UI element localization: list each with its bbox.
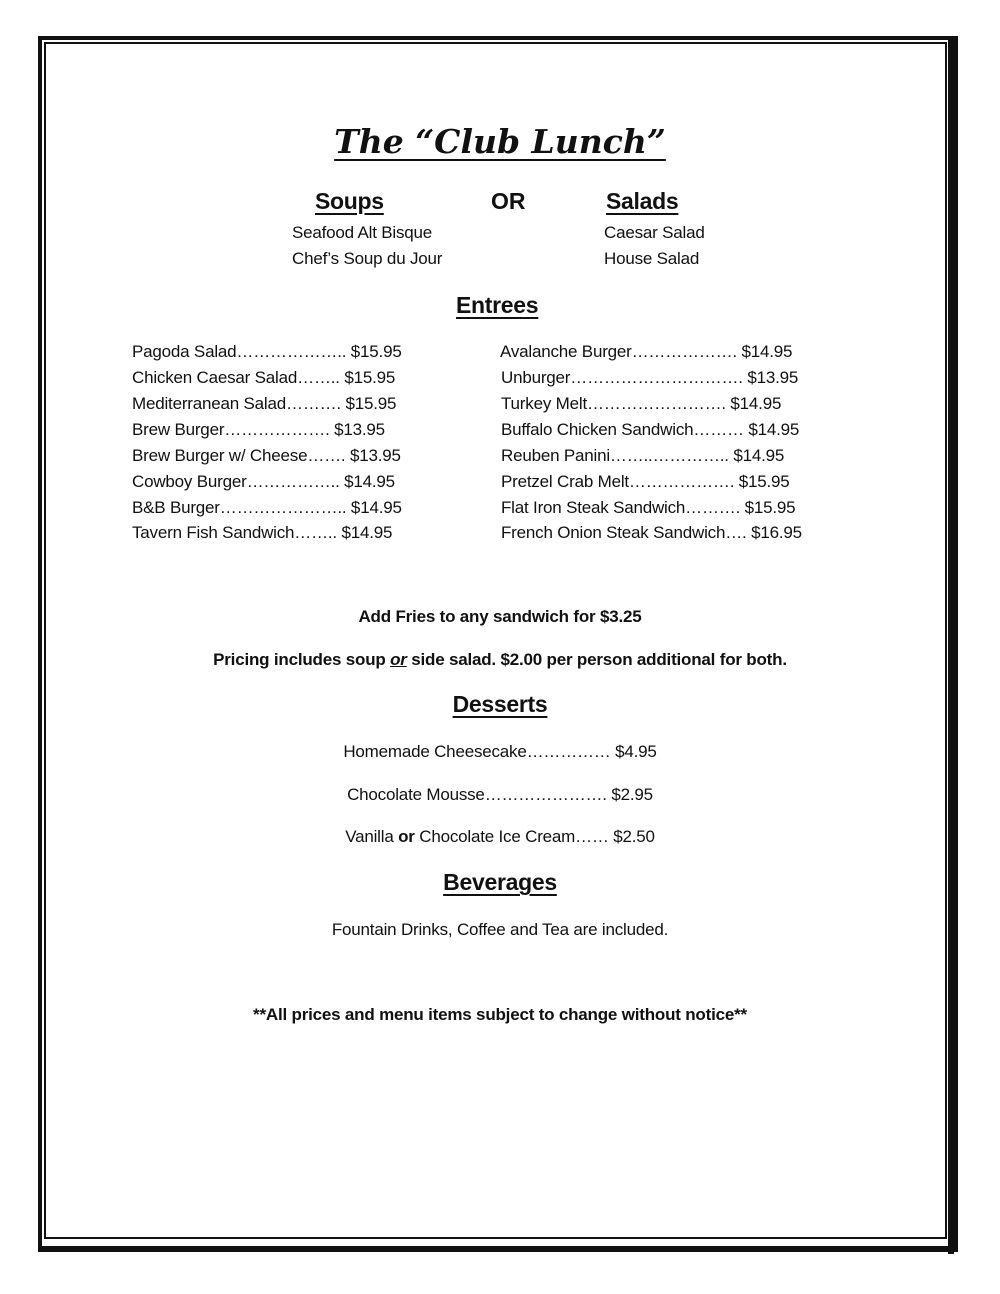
entree-item: Pretzel Crab Melt………………. $15.95 xyxy=(501,472,790,491)
desserts-heading: Desserts xyxy=(452,691,548,717)
entree-item: Brew Burger………………. $13.95 xyxy=(132,420,385,439)
pricing-note-part: side salad. $2.00 per person additional for both. xyxy=(406,650,787,669)
entree-item: Pagoda Salad……………….. $15.95 xyxy=(132,342,402,361)
entree-item: French Onion Steak Sandwich…. $16.95 xyxy=(501,523,802,542)
pricing-note xyxy=(0,650,1000,670)
beverages-heading-wrap xyxy=(0,869,1000,896)
entree-item: Unburger…………………………. $13.95 xyxy=(501,368,799,387)
entree-item: Brew Burger w/ Cheese……. $13.95 xyxy=(132,446,401,465)
dessert-item: Homemade Cheesecake…………… $4.95 xyxy=(343,742,657,761)
soup-item: Chef’s Soup du Jour xyxy=(292,249,443,268)
entree-item: Turkey Melt……………………. $14.95 xyxy=(501,394,782,413)
dessert-item-part: Chocolate Ice Cream…… $2.50 xyxy=(414,827,655,846)
entree-item: Chicken Caesar Salad…….. $15.95 xyxy=(132,368,396,387)
entree-item: Reuben Panini……..………….. $14.95 xyxy=(501,446,785,465)
dessert-item-part: Vanilla xyxy=(345,827,399,846)
pricing-note-part: Pricing includes soup xyxy=(213,650,391,669)
entree-item: Flat Iron Steak Sandwich………. $15.95 xyxy=(501,498,796,517)
soups-heading: Soups xyxy=(315,188,384,214)
border-shadow-bottom xyxy=(40,1246,954,1252)
beverages-heading: Beverages xyxy=(443,869,557,895)
entree-item: Tavern Fish Sandwich…….. $14.95 xyxy=(132,523,393,542)
disclaimer: **All prices and menu items subject to change without notice** xyxy=(253,1005,747,1024)
entree-item: Mediterranean Salad………. $15.95 xyxy=(132,394,397,413)
dessert-item-or: or xyxy=(398,827,415,846)
entree-item: Buffalo Chicken Sandwich……… $14.95 xyxy=(501,420,800,439)
entree-item: Cowboy Burger…………….. $14.95 xyxy=(132,472,395,491)
or-label: OR xyxy=(491,188,526,214)
beverages-text: Fountain Drinks, Coffee and Tea are included. xyxy=(331,920,669,939)
desserts-heading-wrap xyxy=(0,691,1000,718)
fries-note: Add Fries to any sandwich for $3.25 xyxy=(358,607,642,626)
pricing-note-or: or xyxy=(390,650,407,669)
menu-title: The “Club Lunch” xyxy=(334,122,666,161)
salads-heading: Salads xyxy=(606,188,679,214)
entrees-heading: Entrees xyxy=(456,292,539,318)
entree-item: B&B Burger………………….. $14.95 xyxy=(132,498,402,517)
inner-border xyxy=(44,42,947,1239)
dessert-item xyxy=(0,827,1000,847)
soup-item: Seafood Alt Bisque xyxy=(292,223,433,242)
salad-item: Caesar Salad xyxy=(604,223,705,242)
salad-item: House Salad xyxy=(604,249,700,268)
entree-item: Avalanche Burger………………. $14.95 xyxy=(500,342,793,361)
dessert-item: Chocolate Mousse…………………. $2.95 xyxy=(347,785,653,804)
border-shadow-right xyxy=(948,40,954,1254)
